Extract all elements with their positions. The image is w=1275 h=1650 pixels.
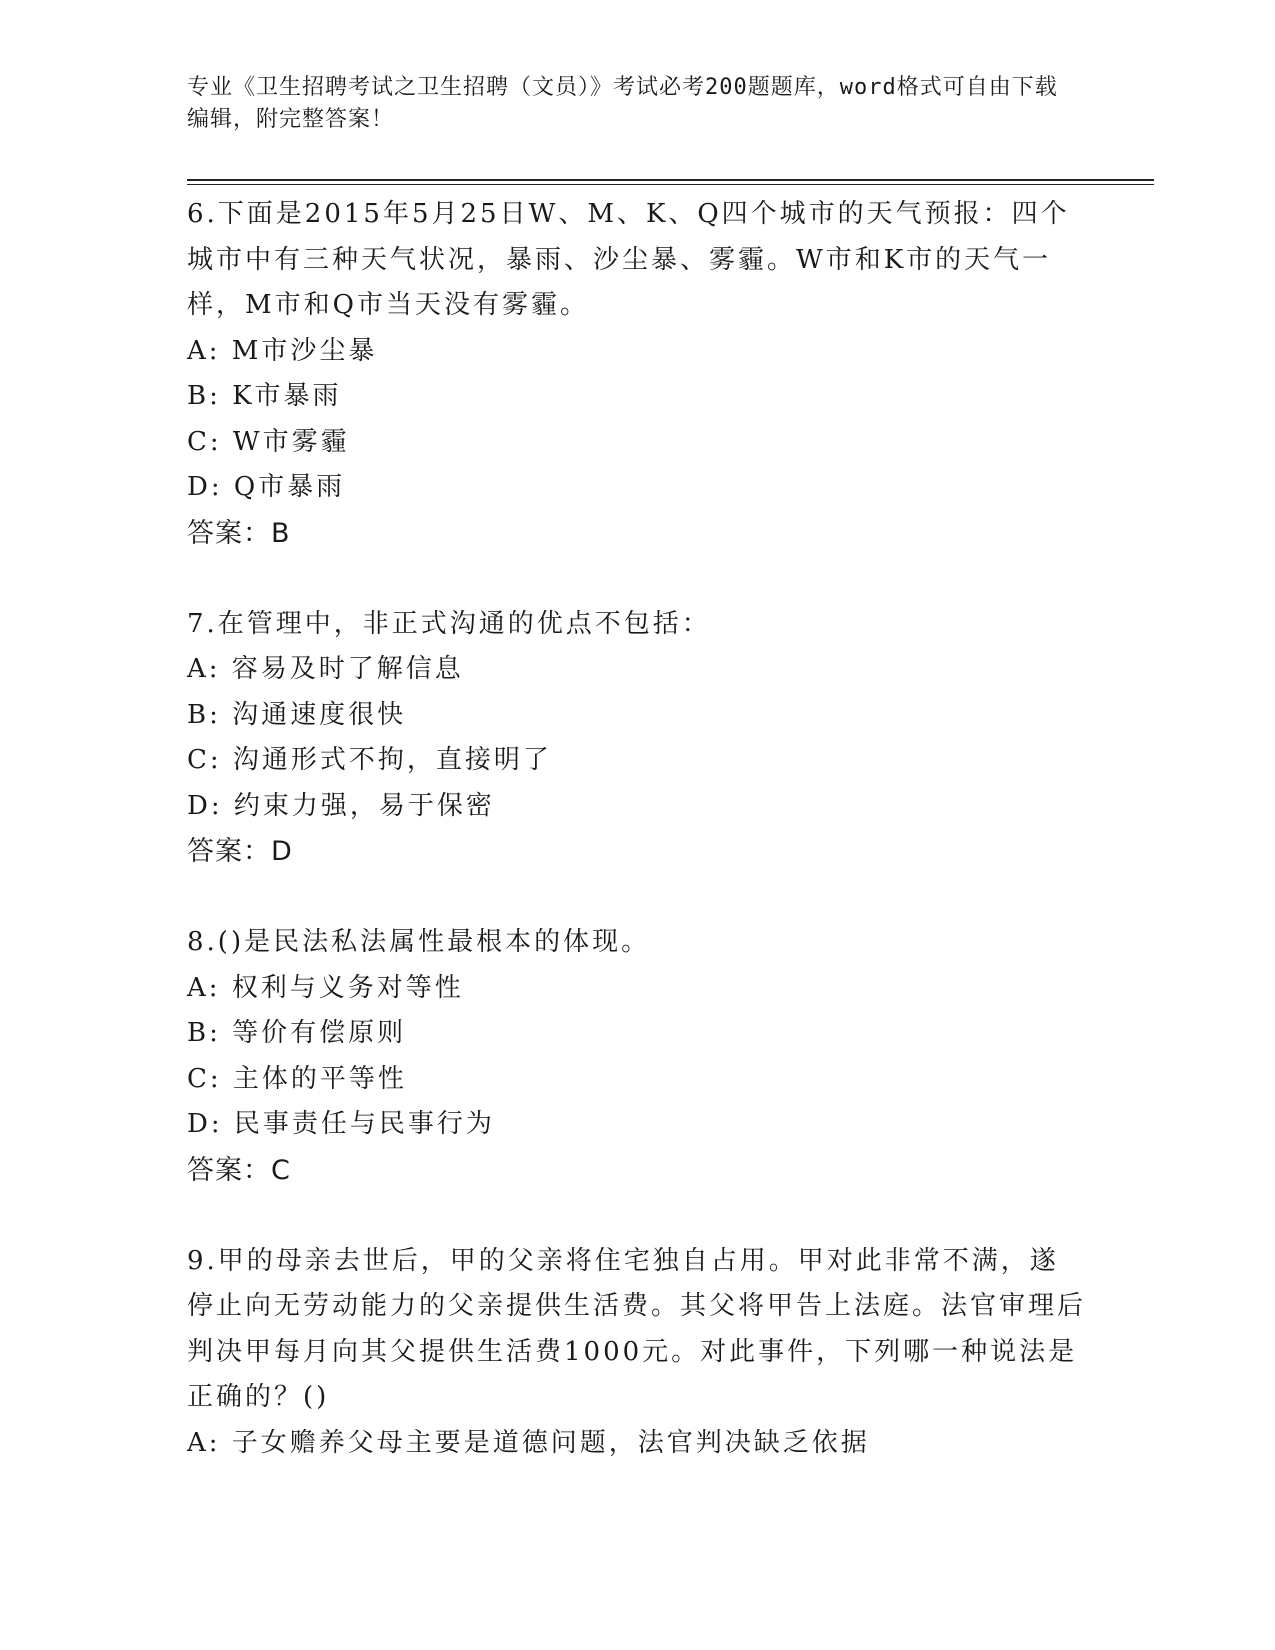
question-text: 7.在管理中，非正式沟通的优点不包括： bbox=[187, 608, 711, 639]
answer-label: 答案：D bbox=[187, 836, 293, 867]
option-a: A: M市沙尘暴 bbox=[187, 335, 378, 366]
question-6 bbox=[187, 192, 1087, 557]
option-b: B: K市暴雨 bbox=[187, 381, 342, 411]
question-text: 8.()是民法私法属性最根本的体现。 bbox=[187, 927, 651, 957]
option-b: B: 等价有偿原则 bbox=[187, 1018, 407, 1048]
question-text: 9.甲的母亲去世后，甲的父亲将住宅独自占用。甲对此非常不满，遂停止向无劳动能力的父亲提供生活费。其父将甲告上法庭。法官审理后判决甲每月向其父提供生活费1000元。对此事件，下列哪一种说法是正确的？() bbox=[187, 1245, 1087, 1412]
question-list bbox=[187, 192, 1087, 1511]
question-text: 6.下面是2015年5月25日W、M、K、Q四个城市的天气预报：四个城市中有三种天气状况，暴雨、沙尘暴、雾霾。W市和K市的天气一样，M市和Q市当天没有雾霾。 bbox=[187, 199, 1070, 320]
option-a: A: 子女赡养父母主要是道德问题，法官判决缺乏依据 bbox=[187, 1427, 870, 1458]
option-d: D: 民事责任与民事行为 bbox=[187, 1109, 495, 1139]
document-header: 专业《卫生招聘考试之卫生招聘（文员）》考试必考200题题库，word格式可自由下载编辑，附完整答案！ bbox=[187, 75, 1058, 132]
question-8 bbox=[187, 920, 1087, 1194]
option-d: D: Q市暴雨 bbox=[187, 472, 346, 502]
question-9 bbox=[187, 1239, 1087, 1467]
option-a: A: 权利与义务对等性 bbox=[187, 972, 464, 1003]
option-c: C: 主体的平等性 bbox=[187, 1063, 407, 1094]
option-b: B: 沟通速度很快 bbox=[187, 699, 407, 730]
option-c: C: W市雾霾 bbox=[187, 426, 350, 457]
option-a: A: 容易及时了解信息 bbox=[187, 654, 464, 684]
option-d: D: 约束力强，易于保密 bbox=[187, 790, 495, 821]
header-divider-thick bbox=[187, 179, 1154, 181]
question-7 bbox=[187, 602, 1087, 876]
answer-label: 答案：B bbox=[187, 517, 291, 549]
header-divider-thin bbox=[187, 184, 1154, 185]
answer-label: 答案：C bbox=[187, 1154, 291, 1186]
option-c: C: 沟通形式不拘，直接明了 bbox=[187, 745, 552, 775]
